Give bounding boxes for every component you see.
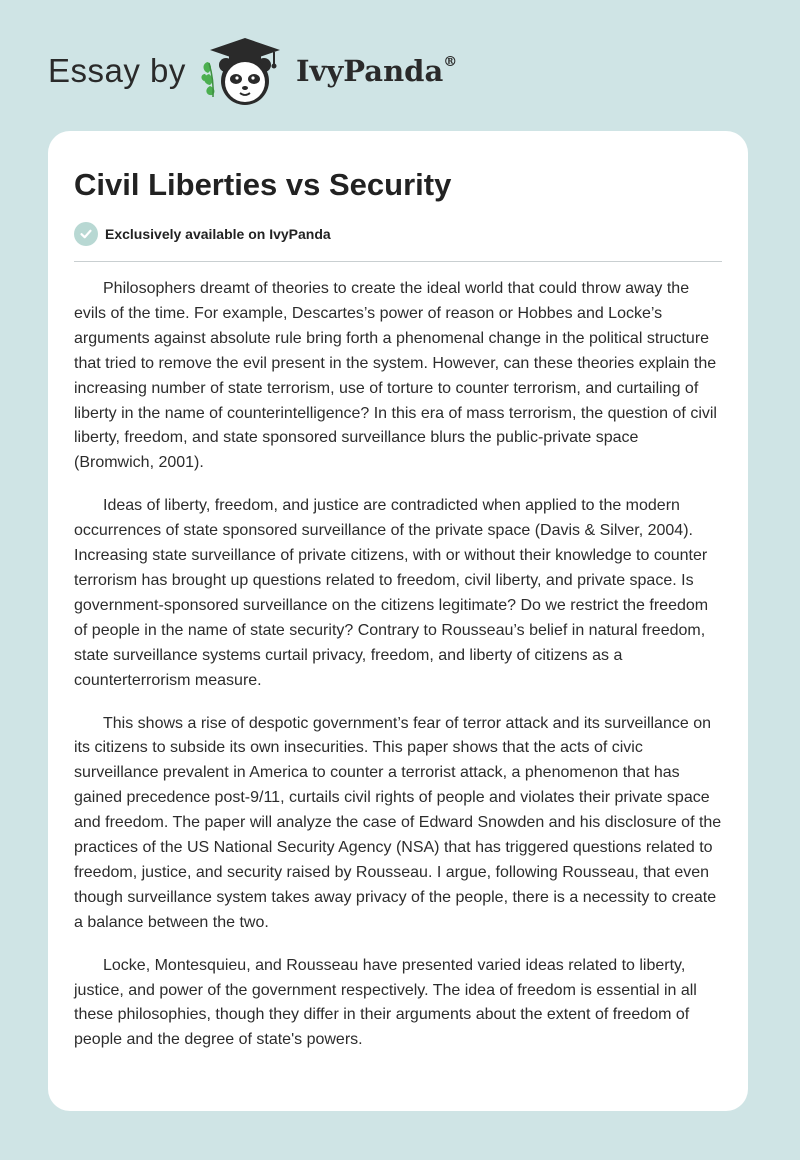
page-title: Civil Liberties vs Security bbox=[74, 167, 452, 202]
registered-mark: ® bbox=[443, 54, 458, 71]
paragraph: Ideas of liberty, freedom, and justice are contradicted when applied to the modern occurrences of state sponsored surveillance of the private space (Davis & Silver, 2004). Increasing state surveillance of private citizens, with or without their knowledge to counter terrorism has brought up questions related to freedom, civil liberty, and private space. Is government-sponsored surveillance on the citizens legitimate? Do we restrict the freedom of people in the name of state security? Contrary to Rousseau’s belief in natural freedom, state surveillance systems curtail privacy, freedom, and liberty of citizens as a counterterrorism measure. bbox=[74, 497, 709, 689]
brand-name[interactable] bbox=[296, 54, 457, 88]
paragraph: This shows a rise of despotic government’s fear of terror attack and its surveillance on its citizens to subside its own insecurities. This paper shows that the acts of civic surveillance prevalent in America to counter a terrorist attack, a phenomenon that has gained precedence post-9/11, curtails civil rights of people and violates their private space and freedom. The paper will analyze the case of Edward Snowden and his disclosure of the practices of the US National Security Agency (NSA) that has triggered questions related to freedom, justice, and security raised by Rousseau. I argue, following Rousseau, that even though surveillance system takes away privacy of the people, there is a necessity to create a balance between the two. bbox=[74, 714, 722, 931]
essay-card bbox=[48, 131, 748, 1111]
brand-text: IvyPanda bbox=[296, 54, 444, 88]
paragraph: Philosophers dreamt of theories to create the ideal world that could throw away the evils of the time. For example, Descartes’s power of reason or Hobbes and Locke’s arguments against absolute rule bring forth a phenomenal change in the political structure that tried to remove the evil present in the system. However, can these theories explain the increasing number of state terrorism, use of torture to counter terrorism, and curtailing of liberty in the name of counterintelligence? In this era of mass terrorism, the question of civil liberty, freedom, and state sponsored surveillance blurs the public-private space (Bromwich, 2001). bbox=[74, 280, 717, 472]
check-circle-icon bbox=[74, 222, 98, 246]
exclusive-badge-text: Exclusively available on IvyPanda bbox=[105, 226, 331, 242]
essay-body bbox=[74, 277, 722, 1071]
paragraph: Locke, Montesquieu, and Rousseau have presented varied ideas related to liberty, justice, and power of the government respectively. The idea of freedom is essential in all these philosophies, though they differ in their arguments about the extent of freedom of people and the degree of state's powers. bbox=[74, 956, 697, 1049]
site-header bbox=[48, 30, 548, 110]
divider bbox=[74, 261, 722, 262]
exclusive-badge bbox=[74, 222, 331, 246]
essay-by-label: Essay by bbox=[48, 52, 186, 89]
ivypanda-logo-icon[interactable] bbox=[200, 35, 292, 109]
